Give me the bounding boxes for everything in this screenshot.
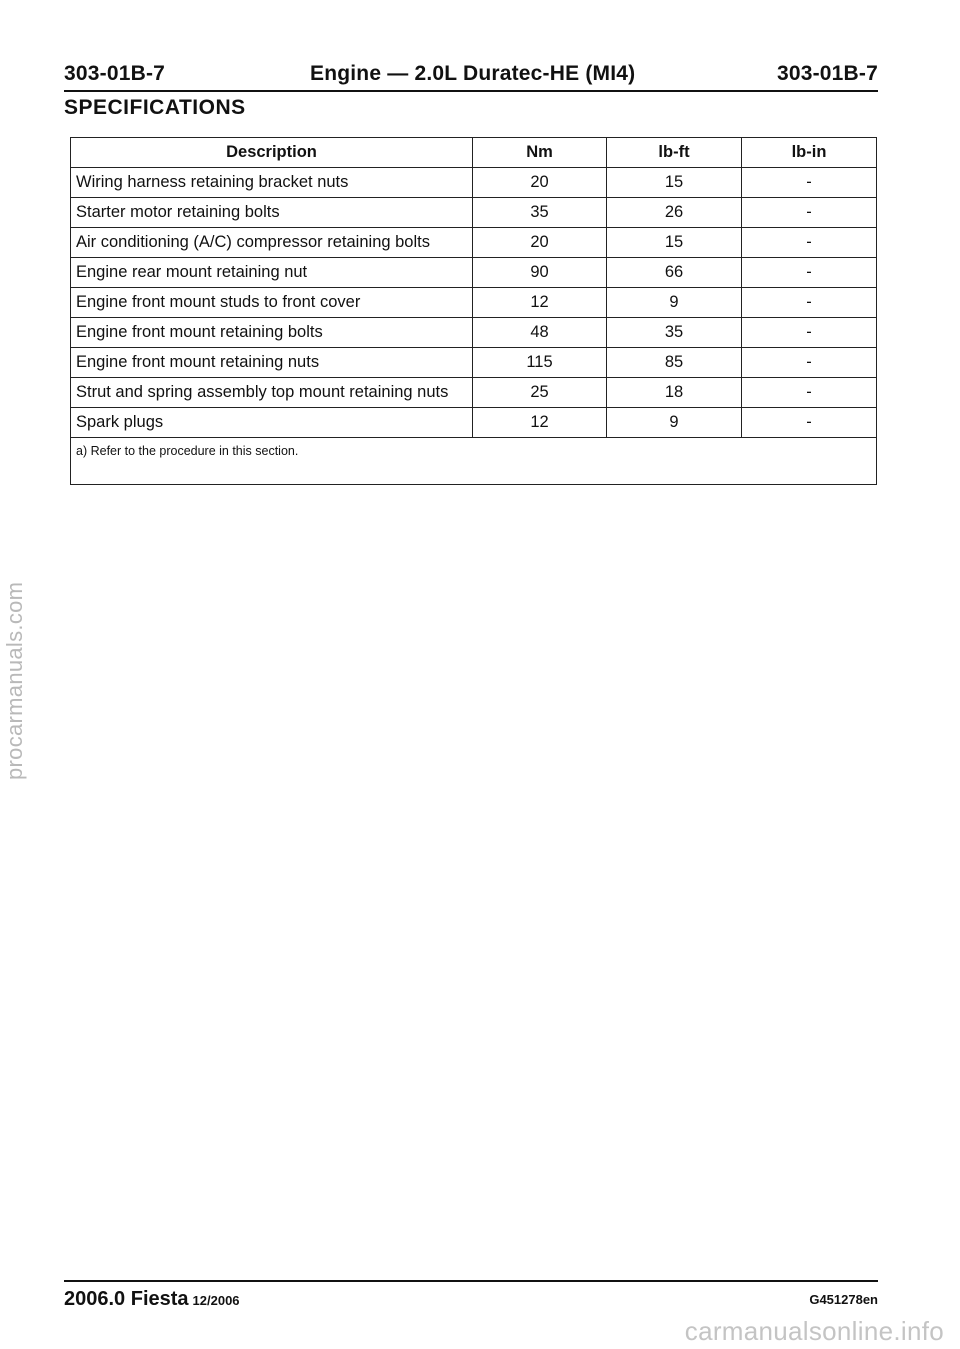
table-row (71, 168, 877, 198)
header-divider (64, 90, 878, 92)
row-lbin: - (742, 198, 877, 228)
row-nm: 115 (473, 348, 607, 378)
row-description: Engine front mount studs to front cover (71, 288, 473, 318)
row-lbft: 15 (607, 228, 742, 258)
specifications-table (70, 137, 877, 485)
table-footnote: a) Refer to the procedure in this section. (71, 438, 877, 485)
row-lbft: 9 (607, 288, 742, 318)
row-lbin: - (742, 408, 877, 438)
row-lbin: - (742, 168, 877, 198)
side-watermark: procarmanuals.com (2, 581, 27, 780)
row-lbft: 15 (607, 168, 742, 198)
row-description: Spark plugs (71, 408, 473, 438)
row-lbft: 35 (607, 318, 742, 348)
column-header-description: Description (71, 138, 473, 168)
row-lbin: - (742, 228, 877, 258)
bottom-watermark: carmanualsonline.info (684, 1316, 944, 1346)
row-nm: 35 (473, 198, 607, 228)
column-header-lbft: lb-ft (607, 138, 742, 168)
row-nm: 12 (473, 408, 607, 438)
table-row (71, 378, 877, 408)
row-description: Engine front mount retaining bolts (71, 318, 473, 348)
table-row (71, 318, 877, 348)
row-lbin: - (742, 258, 877, 288)
table-row (71, 408, 877, 438)
row-nm: 20 (473, 228, 607, 258)
page-header (64, 62, 878, 88)
row-description: Wiring harness retaining bracket nuts (71, 168, 473, 198)
footer-document-code: G451278en (809, 1292, 878, 1307)
row-lbft: 26 (607, 198, 742, 228)
row-nm: 12 (473, 288, 607, 318)
row-lbft: 66 (607, 258, 742, 288)
row-description: Air conditioning (A/C) compressor retaining bolts (71, 228, 473, 258)
table-row (71, 288, 877, 318)
chapter-title: Engine — 2.0L Duratec-HE (MI4) (310, 62, 636, 85)
row-description: Engine front mount retaining nuts (71, 348, 473, 378)
row-lbft: 18 (607, 378, 742, 408)
table-row (71, 258, 877, 288)
row-nm: 90 (473, 258, 607, 288)
row-lbft: 9 (607, 408, 742, 438)
section-code-right: 303-01B-7 (776, 62, 878, 85)
row-lbin: - (742, 378, 877, 408)
section-title: SPECIFICATIONS (64, 96, 246, 119)
row-nm: 20 (473, 168, 607, 198)
row-description: Starter motor retaining bolts (71, 198, 473, 228)
table-header-row (71, 138, 877, 168)
row-lbft: 85 (607, 348, 742, 378)
section-code-left: 303-01B-7 (64, 62, 166, 85)
table-row (71, 228, 877, 258)
row-description: Engine rear mount retaining nut (71, 258, 473, 288)
table-footnote-row (71, 438, 877, 485)
footer-model (64, 1288, 240, 1311)
footer-divider (64, 1280, 878, 1282)
row-lbin: - (742, 348, 877, 378)
row-nm: 48 (473, 318, 607, 348)
column-header-lbin: lb-in (742, 138, 877, 168)
table-row (71, 198, 877, 228)
row-description: Strut and spring assembly top mount retaining nuts (71, 378, 473, 408)
footer-model-name: 2006.0 Fiesta (64, 1288, 189, 1310)
table-row (71, 348, 877, 378)
footer-date: 12/2006 (192, 1293, 240, 1308)
row-lbin: - (742, 318, 877, 348)
row-lbin: - (742, 288, 877, 318)
column-header-nm: Nm (473, 138, 607, 168)
row-nm: 25 (473, 378, 607, 408)
